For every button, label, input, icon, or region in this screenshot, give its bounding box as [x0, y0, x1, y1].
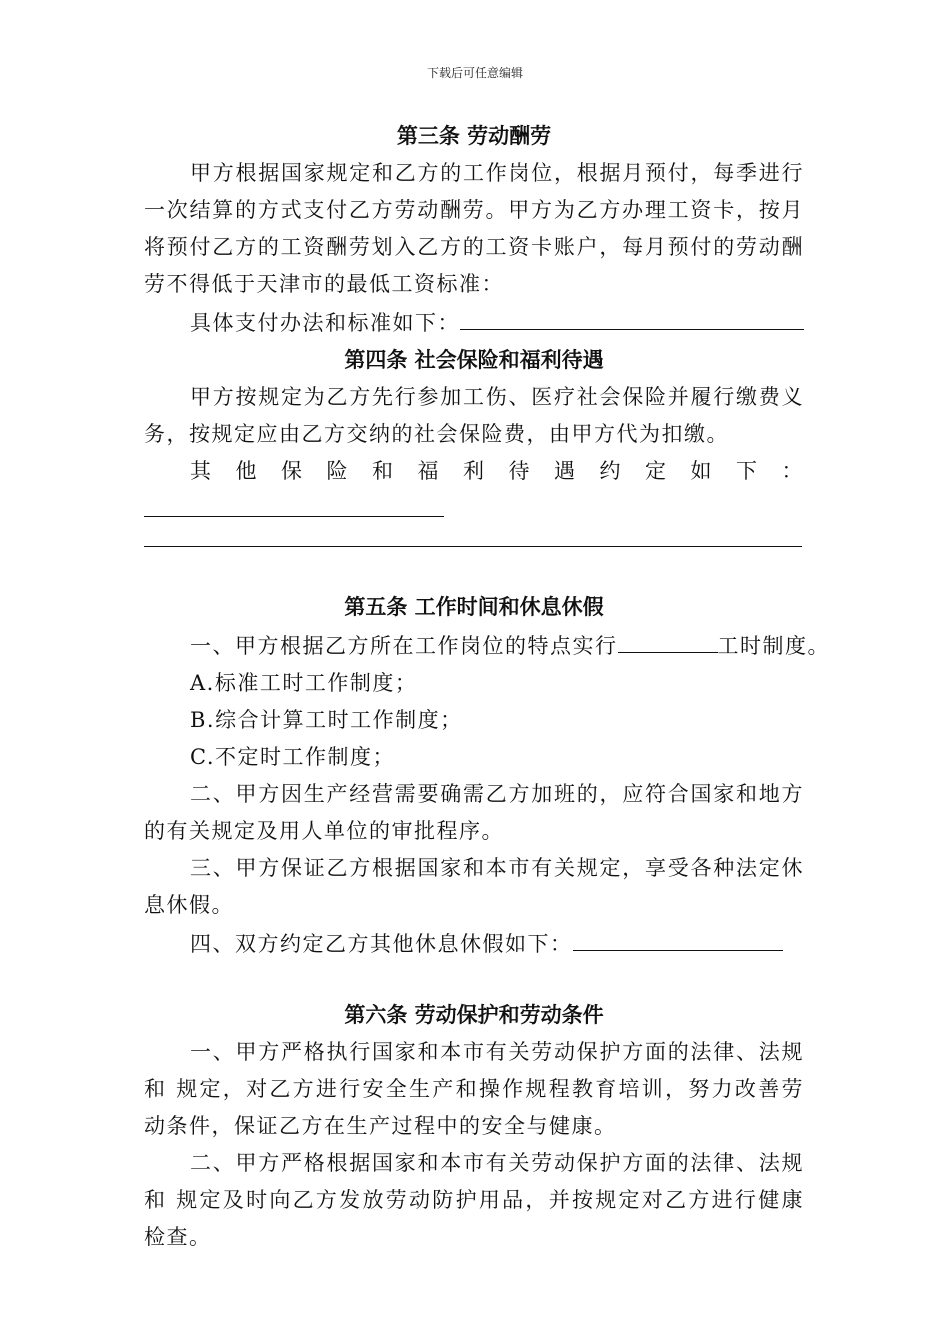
benefits-blank[interactable]	[144, 490, 444, 517]
section-3-paragraph-2	[144, 303, 804, 342]
section-4-benefits-label: 其他保险和福利待遇约定如下：	[190, 459, 804, 483]
section-5-paragraph-1	[144, 626, 830, 665]
section-5-title: 第五条 工作时间和休息休假	[344, 595, 604, 619]
document-body	[144, 118, 830, 1256]
option-a: A.标准工时工作制度；	[190, 671, 418, 695]
section-4-title: 第四条 社会保险和福利待遇	[344, 348, 604, 372]
section-3-paragraph-1: 甲方根据国家规定和乙方的工作岗位，根据月预付，每季进行一次结算的方式支付乙方劳动酬劳。甲方为乙方办理工资卡，按月将预付乙方的工资酬劳划入乙方的工资卡账户，每月预付的劳动酬劳不得低于天津市的最低工资标准：	[144, 161, 804, 296]
work-hour-system-suffix: 工时制度。	[717, 634, 830, 658]
section-5-paragraph-4	[144, 924, 804, 963]
option-b: B.综合计算工时工作制度；	[190, 708, 463, 732]
section-6-paragraph-1: 一、甲方严格执行国家和本市有关劳动保护方面的法律、法规和 规定，对乙方进行安全生产和操作规程教育培训，努力改善劳动条件，保证乙方在生产过程中的安全与健康。	[144, 1040, 804, 1138]
section-5-paragraph-3: 三、甲方保证乙方根据国家和本市有关规定，享受各种法定休息休假。	[144, 856, 804, 917]
option-c: C.不定时工作制度；	[190, 745, 395, 769]
work-hour-system-label: 一、甲方根据乙方所在工作岗位的特点实行	[190, 634, 618, 658]
section-spacer	[144, 963, 804, 997]
work-hour-system-blank[interactable]	[618, 626, 718, 653]
section-3-payment-label: 具体支付办法和标准如下：	[190, 311, 460, 335]
other-leave-blank[interactable]	[573, 924, 783, 951]
section-4-paragraph-1: 甲方按规定为乙方先行参加工伤、医疗社会保险并履行缴费义务，按规定应由乙方交纳的社会保险费，由甲方代为扣缴。	[144, 385, 804, 446]
page-header-note: 下载后可任意编辑	[426, 66, 523, 80]
section-6-paragraph-2: 二、甲方严格根据国家和本市有关劳动保护方面的法律、法规和 规定及时向乙方发放劳动防护用品，并按规定对乙方进行健康检查。	[144, 1151, 804, 1249]
section-6-title: 第六条 劳动保护和劳动条件	[344, 1003, 604, 1027]
section-3-title: 第三条 劳动酬劳	[396, 124, 552, 148]
section-4-paragraph-2	[144, 453, 804, 529]
other-leave-label: 四、双方约定乙方其他休息休假如下：	[190, 932, 573, 956]
section-spacer	[144, 547, 804, 589]
section-5-paragraph-2: 二、甲方因生产经营需要确需乙方加班的，应符合国家和地方的有关规定及用人单位的审批程序。	[144, 782, 804, 843]
payment-method-blank[interactable]	[460, 303, 804, 330]
